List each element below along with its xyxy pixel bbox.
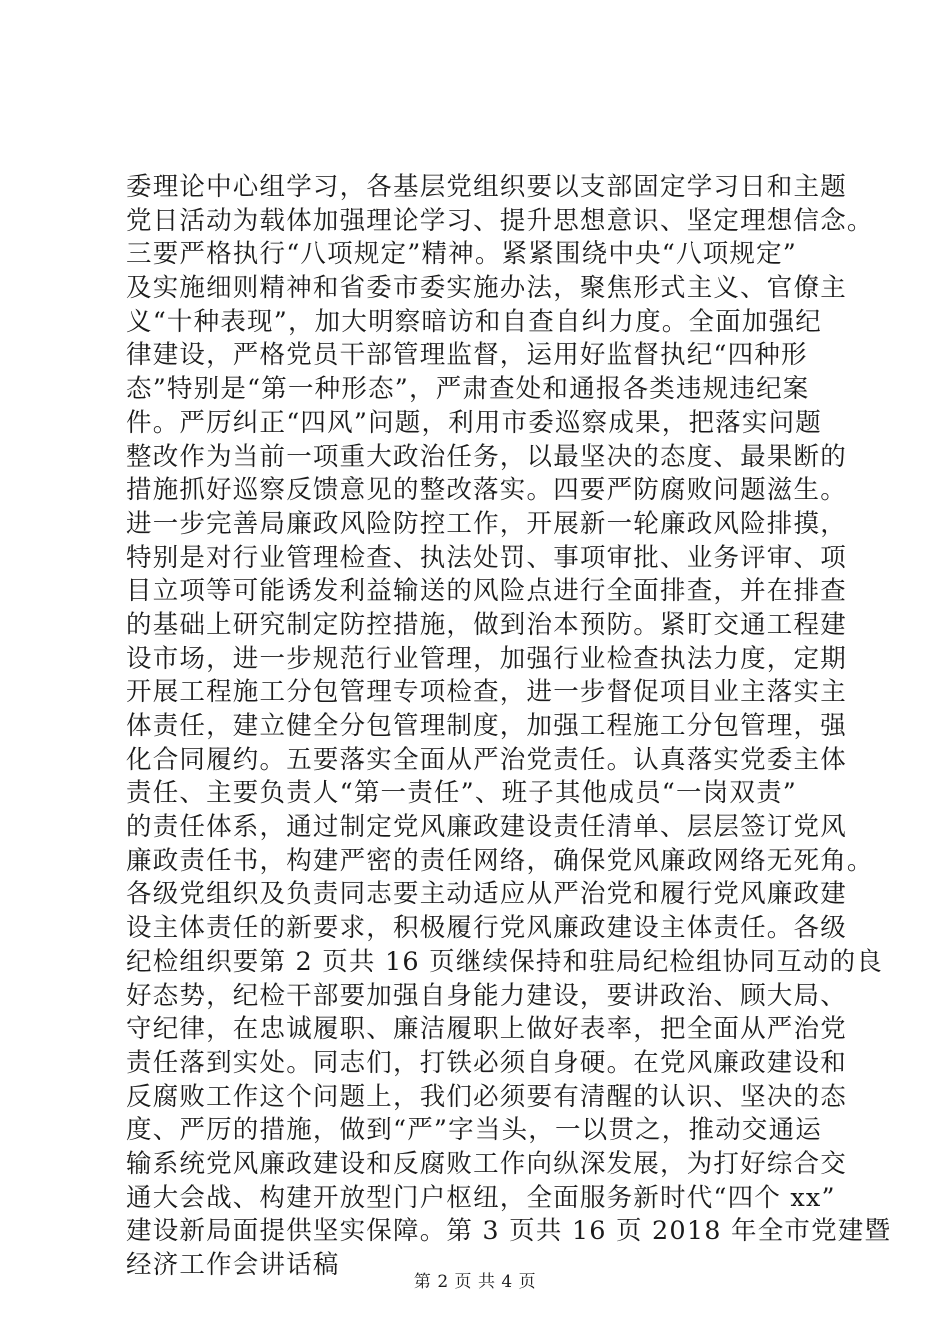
text-line: 守纪律，在忠诚履职、廉洁履职上做好表率，把全面从严治党 xyxy=(126,1014,847,1045)
text-line: 义“十种表现”，加大明察暗访和自查自纠力度。全面加强纪 xyxy=(126,306,822,337)
text-line: 整改作为当前一项重大政治任务，以最坚决的态度、最果断的 xyxy=(126,441,847,472)
text-line: 好态势，纪检干部要加强自身能力建设，要讲政治、顾大局、 xyxy=(126,980,847,1011)
text-line: 输系统党风廉政建设和反腐败工作向纵深发展，为打好综合交 xyxy=(126,1148,847,1179)
text-line: 设市场，进一步规范行业管理，加强行业检查执法力度，定期 xyxy=(126,643,847,674)
text-line: 责任、主要负责人“第一责任”、班子其他成员“一岗双责” xyxy=(126,778,798,809)
text-line: 的责任体系，通过制定党风廉政建设责任清单、层层签订党风 xyxy=(126,812,847,843)
text-line: 度、严厉的措施，做到“严”字当头，一以贯之，推动交通运 xyxy=(126,1115,822,1146)
text-line: 件。严厉纠正“四风”问题，利用市委巡察成果，把落实问题 xyxy=(126,407,822,438)
text-line: 的基础上研究制定防控措施，做到治本预防。紧盯交通工程建 xyxy=(126,609,847,640)
text-line: 建设新局面提供坚实保障。第 3 页共 16 页 2018 年全市党建暨 xyxy=(126,1216,892,1247)
text-line: 委理论中心组学习，各基层党组织要以支部固定学习日和主题 xyxy=(126,172,847,202)
text-line: 措施抓好巡察反馈意见的整改落实。四要严防腐败问题滋生。 xyxy=(126,475,847,506)
text-line: 化合同履约。五要落实全面从严治党责任。认真落实党委主体 xyxy=(126,744,847,775)
text-line: 进一步完善局廉政风险防控工作，开展新一轮廉政风险排摸， xyxy=(126,508,847,539)
text-line: 开展工程施工分包管理专项检查，进一步督促项目业主落实主 xyxy=(126,677,847,708)
text-line: 态”特别是“第一种形态”，严肃查处和通报各类违规违纪案 xyxy=(126,374,810,405)
text-line: 体责任，建立健全分包管理制度，加强工程施工分包管理，强 xyxy=(126,711,847,741)
text-line: 纪检组织要第 2 页共 16 页继续保持和驻局纪检组协同互动的良 xyxy=(126,946,883,977)
text-line: 及实施细则精神和省委市委实施办法，聚焦形式主义、官僚主 xyxy=(126,273,847,304)
page-footer: 第 2 页 共 4 页 xyxy=(413,1272,537,1292)
text-line: 特别是对行业管理检查、执法处罚、事项审批、业务评审、项 xyxy=(126,542,847,573)
text-line: 律建设，严格党员干部管理监督，运用好监督执纪“四种形 xyxy=(126,340,808,371)
text-line: 责任落到实处。同志们，打铁必须自身硬。在党风廉政建设和 xyxy=(126,1047,847,1078)
text-line: 三要严格执行“八项规定”精神。紧紧围绕中央“八项规定” xyxy=(126,239,798,270)
text-line: 各级党组织及负责同志要主动适应从严治党和履行党风廉政建 xyxy=(126,879,847,910)
text-line: 反腐败工作这个问题上，我们必须要有清醒的认识、坚决的态 xyxy=(126,1081,847,1112)
text-line: 设主体责任的新要求，积极履行党风廉政建设主体责任。各级 xyxy=(126,913,847,944)
text-line: 经济工作会讲话稿 xyxy=(126,1250,340,1280)
body-text xyxy=(126,171,892,1283)
text-line: 目立项等可能诱发利益输送的风险点进行全面排查，并在排查 xyxy=(126,576,847,607)
text-line: 通大会战、构建开放型门户枢纽，全面服务新时代“四个 xx” xyxy=(126,1182,836,1213)
text-line: 党日活动为载体加强理论学习、提升思想意识、坚定理想信念。 xyxy=(126,205,874,236)
text-line: 廉政责任书，构建严密的责任网络，确保党风廉政网络无死角。 xyxy=(126,845,874,876)
